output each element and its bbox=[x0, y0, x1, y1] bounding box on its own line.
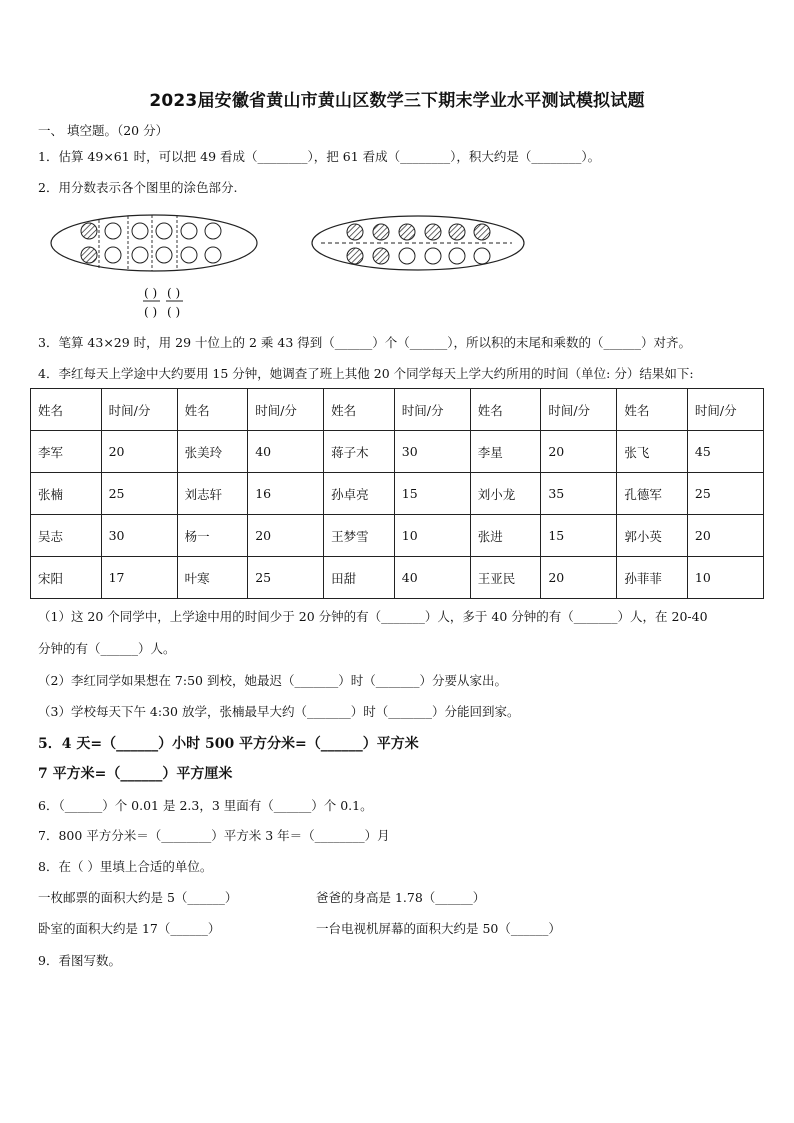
name-cell: 孙菲菲 bbox=[617, 557, 688, 599]
header-cell: 时间/分 bbox=[687, 389, 763, 431]
header-cell: 姓名 bbox=[177, 389, 248, 431]
time-cell: 10 bbox=[394, 515, 470, 557]
commute-time-table bbox=[30, 388, 764, 599]
question-8: 8．在（ ）里填上合适的单位。 bbox=[38, 859, 213, 874]
time-cell: 20 bbox=[541, 431, 617, 473]
table-row bbox=[31, 473, 764, 515]
question-4-1-line-1: （1）这 20 个同学中，上学途中用的时间少于 20 分钟的有（_______）人，多于 40 分钟的有（_______）人，在 20-40 bbox=[38, 609, 708, 624]
section-heading: 一、 填空题。（20 分） bbox=[38, 123, 169, 138]
name-cell: 杨一 bbox=[177, 515, 248, 557]
fraction-figures bbox=[44, 208, 544, 328]
time-cell: 20 bbox=[248, 515, 324, 557]
time-cell: 10 bbox=[687, 557, 763, 599]
time-cell: 20 bbox=[541, 557, 617, 599]
header-cell: 时间/分 bbox=[248, 389, 324, 431]
name-cell: 吴志 bbox=[31, 515, 102, 557]
question-9: 9．看图写数。 bbox=[38, 953, 121, 968]
name-cell: 王亚民 bbox=[470, 557, 541, 599]
name-cell: 王梦雪 bbox=[324, 515, 395, 557]
header-cell: 时间/分 bbox=[101, 389, 177, 431]
fraction-2-denominator: ( ) bbox=[167, 305, 181, 319]
time-cell: 35 bbox=[541, 473, 617, 515]
name-cell: 孙卓亮 bbox=[324, 473, 395, 515]
name-cell: 田甜 bbox=[324, 557, 395, 599]
question-7: 7．800 平方分米＝（________）平方米 3 年＝（________）月 bbox=[38, 828, 390, 843]
name-cell: 蒋子木 bbox=[324, 431, 395, 473]
time-cell: 15 bbox=[394, 473, 470, 515]
unit-item: 一枚邮票的面积大约是 5（______） bbox=[38, 890, 238, 905]
time-cell: 17 bbox=[101, 557, 177, 599]
header-cell: 姓名 bbox=[31, 389, 102, 431]
time-cell: 30 bbox=[101, 515, 177, 557]
table-row bbox=[31, 515, 764, 557]
fraction-1-numerator: ( ) bbox=[144, 286, 158, 300]
unit-item: 卧室的面积大约是 17（______） bbox=[38, 921, 221, 936]
time-cell: 25 bbox=[101, 473, 177, 515]
question-4-3: （3）学校每天下午 4:30 放学，张楠最早大约（_______）时（_______）分能回到家。 bbox=[38, 704, 520, 719]
table-row bbox=[31, 557, 764, 599]
question-6: 6．（______）个 0.01 是 2.3，3 里面有（______）个 0.1。 bbox=[38, 798, 373, 813]
time-cell: 30 bbox=[394, 431, 470, 473]
name-cell: 张美玲 bbox=[177, 431, 248, 473]
question-4: 4．李红每天上学途中大约要用 15 分钟，她调查了班上其他 20 个同学每天上学大约所用的时间（单位: 分）结果如下: bbox=[38, 366, 694, 381]
time-cell: 15 bbox=[541, 515, 617, 557]
name-cell: 叶寒 bbox=[177, 557, 248, 599]
time-cell: 16 bbox=[248, 473, 324, 515]
name-cell: 张楠 bbox=[31, 473, 102, 515]
question-5-line-1: 5．4 天=（______）小时 500 平方分米=（______）平方米 bbox=[38, 736, 419, 752]
name-cell: 郭小英 bbox=[617, 515, 688, 557]
figure-left bbox=[51, 215, 257, 271]
time-cell: 25 bbox=[248, 557, 324, 599]
question-5-line-2: 7 平方米=（______）平方厘米 bbox=[38, 766, 233, 782]
time-cell: 45 bbox=[687, 431, 763, 473]
question-4-2: （2）李红同学如果想在 7:50 到校，她最迟（_______）时（_______）分要从家出。 bbox=[38, 673, 507, 688]
time-cell: 40 bbox=[394, 557, 470, 599]
unit-item: 一台电视机屏幕的面积大约是 50（______） bbox=[316, 921, 561, 936]
header-cell: 时间/分 bbox=[394, 389, 470, 431]
time-cell: 40 bbox=[248, 431, 324, 473]
time-cell: 20 bbox=[687, 515, 763, 557]
header-cell: 姓名 bbox=[324, 389, 395, 431]
name-cell: 刘小龙 bbox=[470, 473, 541, 515]
page-title: 2023届安徽省黄山市黄山区数学三下期末学业水平测试模拟试题 bbox=[149, 91, 645, 111]
name-cell: 李军 bbox=[31, 431, 102, 473]
fraction-answers bbox=[143, 286, 183, 319]
header-cell: 姓名 bbox=[470, 389, 541, 431]
header-cell: 姓名 bbox=[617, 389, 688, 431]
name-cell: 孔德军 bbox=[617, 473, 688, 515]
fraction-2-numerator: ( ) bbox=[167, 286, 181, 300]
time-cell: 25 bbox=[687, 473, 763, 515]
question-2: 2．用分数表示各个图里的涂色部分. bbox=[38, 180, 238, 195]
figure-right bbox=[312, 216, 524, 270]
fraction-1-denominator: ( ) bbox=[144, 305, 158, 319]
name-cell: 宋阳 bbox=[31, 557, 102, 599]
name-cell: 李星 bbox=[470, 431, 541, 473]
name-cell: 张飞 bbox=[617, 431, 688, 473]
table-header-row bbox=[31, 389, 764, 431]
name-cell: 张进 bbox=[470, 515, 541, 557]
header-cell: 时间/分 bbox=[541, 389, 617, 431]
question-4-1-line-2: 分钟的有（______）人。 bbox=[38, 641, 176, 656]
question-3: 3．笔算 43×29 时，用 29 十位上的 2 乘 43 得到（______）个（______），所以积的末尾和乘数的（______）对齐。 bbox=[38, 335, 692, 350]
unit-item: 爸爸的身高是 1.78（______） bbox=[316, 890, 486, 905]
question-1: 1．估算 49×61 时，可以把 49 看成（________），把 61 看成（________），积大约是（________）。 bbox=[38, 149, 601, 164]
name-cell: 刘志轩 bbox=[177, 473, 248, 515]
time-cell: 20 bbox=[101, 431, 177, 473]
table-row bbox=[31, 431, 764, 473]
